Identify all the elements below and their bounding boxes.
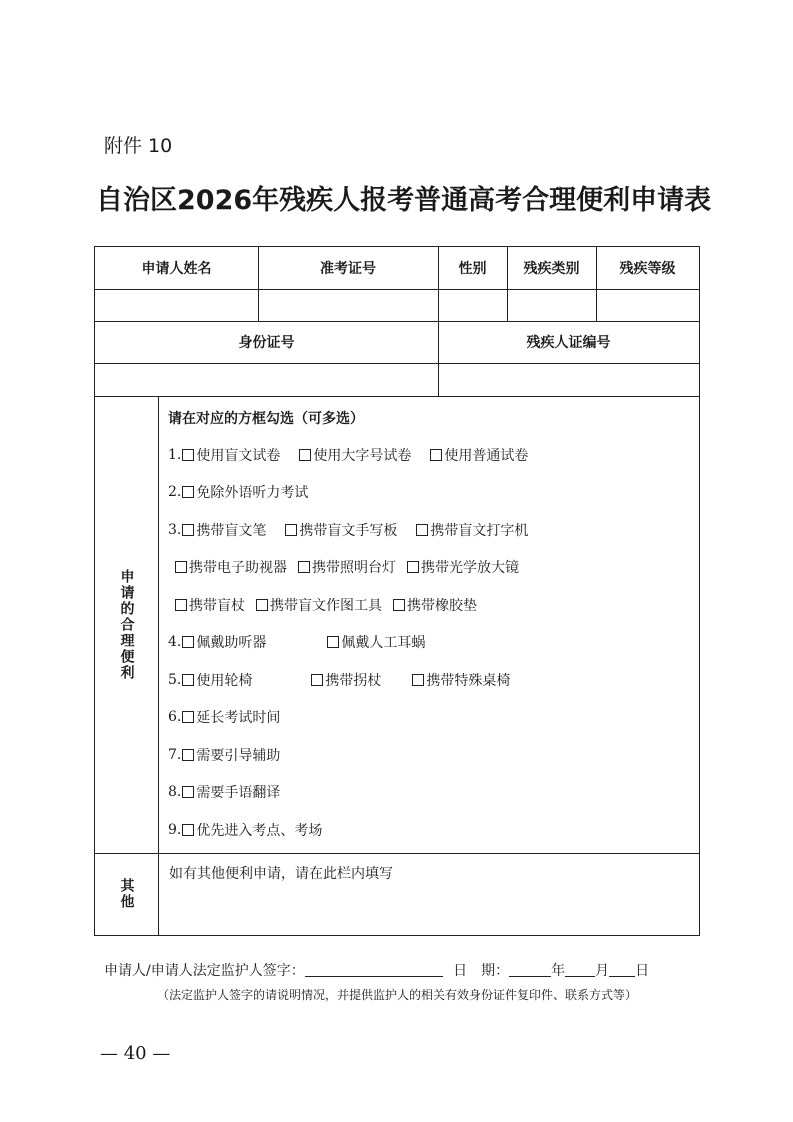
option-line xyxy=(168,474,693,512)
checkbox-label: 携带特殊桌椅 xyxy=(426,672,511,689)
checkbox-option[interactable] xyxy=(310,670,381,690)
other-hint-text: 如有其他便利申请，请在此栏内填写 xyxy=(169,866,393,882)
attachment-label: 附件 10 xyxy=(104,135,173,157)
checkbox-icon[interactable] xyxy=(430,449,442,461)
checkbox-option[interactable] xyxy=(181,820,322,840)
checkbox-option[interactable] xyxy=(298,445,411,465)
checkbox-option[interactable] xyxy=(297,557,396,577)
checkbox-icon[interactable] xyxy=(256,599,268,611)
checkbox-label: 使用轮椅 xyxy=(196,672,253,689)
month-field[interactable] xyxy=(565,962,595,977)
checkbox-label: 携带拐杖 xyxy=(325,672,382,689)
option-line xyxy=(168,736,693,774)
checkbox-option[interactable] xyxy=(181,520,266,540)
checkbox-label: 优先进入考点、考场 xyxy=(196,822,323,839)
checkbox-label: 携带照明台灯 xyxy=(312,560,396,577)
checkbox-icon[interactable] xyxy=(182,711,194,723)
checkbox-icon[interactable] xyxy=(407,561,419,573)
checkbox-option[interactable] xyxy=(411,670,510,690)
signature-label: 申请人/申请人法定监护人签字： xyxy=(104,963,305,979)
checkbox-option[interactable] xyxy=(181,482,308,502)
option-number: 9. xyxy=(168,821,182,838)
option-line xyxy=(168,436,693,474)
checkbox-label: 使用盲文试卷 xyxy=(196,447,281,464)
header-disability-certificate: 残疾人证编号 xyxy=(526,335,611,351)
checkbox-label: 携带盲文打字机 xyxy=(430,522,529,539)
option-number: 4. xyxy=(168,634,182,651)
checkbox-label: 携带盲文笔 xyxy=(196,522,267,539)
checkbox-label: 携带盲文手写板 xyxy=(299,522,398,539)
checkbox-option[interactable] xyxy=(429,445,528,465)
checkbox-option[interactable] xyxy=(392,595,477,615)
month-label: 月 xyxy=(595,963,610,979)
date-label: 日 期： xyxy=(453,963,510,979)
signature-field[interactable] xyxy=(305,962,443,977)
option-number: 5. xyxy=(168,671,182,688)
checkbox-icon[interactable] xyxy=(182,674,194,686)
option-line xyxy=(168,811,693,849)
checkbox-label: 携带光学放大镜 xyxy=(421,560,519,577)
checkbox-label: 携带盲文作图工具 xyxy=(270,597,382,614)
day-field[interactable] xyxy=(609,962,635,977)
option-line xyxy=(168,549,693,587)
option-number: 6. xyxy=(168,709,182,726)
checkbox-label: 免除外语听力考试 xyxy=(196,485,309,502)
header-id-number: 身份证号 xyxy=(238,335,295,351)
checkbox-label: 使用普通试卷 xyxy=(444,447,529,464)
checkbox-option[interactable] xyxy=(181,707,280,727)
checkbox-icon[interactable] xyxy=(175,599,187,611)
checkbox-option[interactable] xyxy=(181,670,252,690)
checkbox-label: 佩戴人工耳蜗 xyxy=(341,635,426,652)
checkbox-option[interactable] xyxy=(181,782,280,802)
day-label: 日 xyxy=(635,963,650,979)
year-field[interactable] xyxy=(509,962,551,977)
guardian-note: （法定监护人签字的请说明情况，并提供监护人的相关有效身份证件复印件、联系方式等） xyxy=(156,988,637,1002)
checkbox-label: 佩戴助听器 xyxy=(196,635,267,652)
checkbox-option[interactable] xyxy=(181,745,280,765)
header-disability-type: 残疾类别 xyxy=(523,261,580,277)
checkbox-option[interactable] xyxy=(284,520,397,540)
checkbox-label: 需要引导辅助 xyxy=(196,747,281,764)
checkbox-label: 延长考试时间 xyxy=(196,710,281,727)
checkbox-icon[interactable] xyxy=(182,524,194,536)
header-gender: 性别 xyxy=(458,261,487,277)
option-line xyxy=(168,586,693,624)
checkbox-icon[interactable] xyxy=(393,599,405,611)
page-number: — 40 — xyxy=(100,1043,171,1064)
checkbox-icon[interactable] xyxy=(182,449,194,461)
checkbox-icon[interactable] xyxy=(311,674,323,686)
year-label: 年 xyxy=(551,963,566,979)
checkbox-icon[interactable] xyxy=(182,749,194,761)
option-line xyxy=(168,511,693,549)
signature-line xyxy=(104,960,649,980)
checkbox-icon[interactable] xyxy=(182,636,194,648)
checkbox-icon[interactable] xyxy=(175,561,187,573)
checkbox-icon[interactable] xyxy=(327,636,339,648)
option-line xyxy=(168,699,693,737)
checkbox-label: 携带橡胶垫 xyxy=(407,597,477,614)
option-number: 3. xyxy=(168,521,182,538)
checkbox-option[interactable] xyxy=(415,520,528,540)
option-line xyxy=(168,624,693,662)
checkbox-label: 携带盲杖 xyxy=(189,597,245,614)
checkbox-option[interactable] xyxy=(181,632,266,652)
option-line xyxy=(168,661,693,699)
checkbox-option[interactable] xyxy=(174,595,245,615)
checkbox-option[interactable] xyxy=(406,557,519,577)
option-number: 2. xyxy=(168,484,182,501)
checkbox-option[interactable] xyxy=(181,445,280,465)
option-line xyxy=(168,774,693,812)
checkbox-label: 携带电子助视器 xyxy=(189,560,287,577)
apply-accommodation-label: 申请的合理便利 xyxy=(118,568,135,681)
header-exam-number: 准考证号 xyxy=(320,261,376,277)
checkbox-label: 使用大字号试卷 xyxy=(313,447,412,464)
page-title: 自治区2026年残疾人报考普通高考合理便利申请表 xyxy=(96,185,712,216)
option-number: 1. xyxy=(168,446,182,463)
checkbox-option[interactable] xyxy=(326,632,425,652)
checkbox-icon[interactable] xyxy=(416,524,428,536)
checkbox-icon[interactable] xyxy=(298,561,310,573)
checkbox-icon[interactable] xyxy=(412,674,424,686)
other-label: 其他 xyxy=(118,878,135,910)
option-number: 7. xyxy=(168,746,182,763)
header-disability-level: 残疾等级 xyxy=(619,261,676,277)
checkbox-icon[interactable] xyxy=(299,449,311,461)
instruction-text: 请在对应的方框勾选（可多选） xyxy=(168,411,364,427)
checkbox-label: 需要手语翻译 xyxy=(196,785,281,802)
checkbox-icon[interactable] xyxy=(182,786,194,798)
checkbox-option[interactable] xyxy=(255,595,382,615)
option-number: 8. xyxy=(168,784,182,801)
header-applicant-name: 申请人姓名 xyxy=(141,261,212,277)
checkbox-option[interactable] xyxy=(174,557,287,577)
checkbox-icon[interactable] xyxy=(182,486,194,498)
checkbox-icon[interactable] xyxy=(182,824,194,836)
checkbox-icon[interactable] xyxy=(285,524,297,536)
